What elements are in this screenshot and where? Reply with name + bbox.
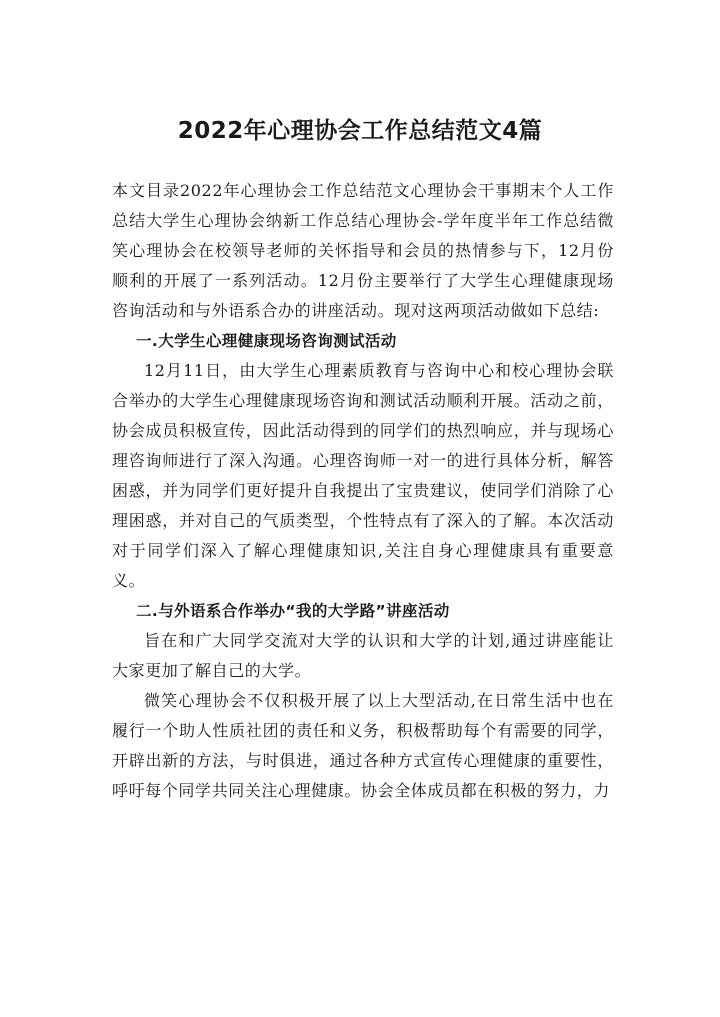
intro-paragraph: 本文目录2022年心理协会工作总结范文心理协会干事期末个人工作总结大学生心理协会纳新工作总结心理协会-学年度半年工作总结微笑心理协会在校领导老师的关怀指导和会员的热情参与下，12月份顺利的开展了一系列活动。12月份主要举行了大学生心理健康现场咨询活动和与外语系合办的讲座活动。现对这两项活动做如下总结: xyxy=(112,181,614,320)
section-2-paragraph: 旨在和广大同学交流对大学的认识和大学的计划,通过讲座能让大家更加了解自己的大学。 xyxy=(112,631,614,680)
section-1-paragraph: 12月11日，由大学生心理素质教育与咨询中心和校心理协会联合举办的大学生心理健康现场咨询和测试活动顺利开展。活动之前，协会成员积极宣传，因此活动得到的同学们的热烈响应，并与现场心理咨询师进行了深入沟通。心理咨询师一对一的进行具体分析，解答困惑，并为同学们更好提升自我提出了宝贵建议，使同学们消除了心理困惑，并对自己的气质类型，个性特点有了深入的了解。本次活动对于同学们深入了解心理健康知识,关注自身心理健康具有重要意义。 xyxy=(112,361,614,590)
section-3-paragraph: 微笑心理协会不仅积极开展了以上大型活动,在日常生活中也在履行一个助人性质社团的责任和义务，积极帮助每个有需要的同学，开辟出新的方法，与时俱进，通过各种方式宣传心理健康的重要性，呼吁每个同学共同关注心理健康。协会全体成员都在积极的努力，力 xyxy=(112,691,614,800)
document-body xyxy=(112,176,614,806)
section-heading-1: 一.大学生心理健康现场咨询测试活动 xyxy=(136,332,397,350)
section-heading-2: 二.与外语系合作举办“我的大学路”讲座活动 xyxy=(136,602,450,620)
document-title: 2022年心理协会工作总结范文4篇 xyxy=(177,118,543,144)
